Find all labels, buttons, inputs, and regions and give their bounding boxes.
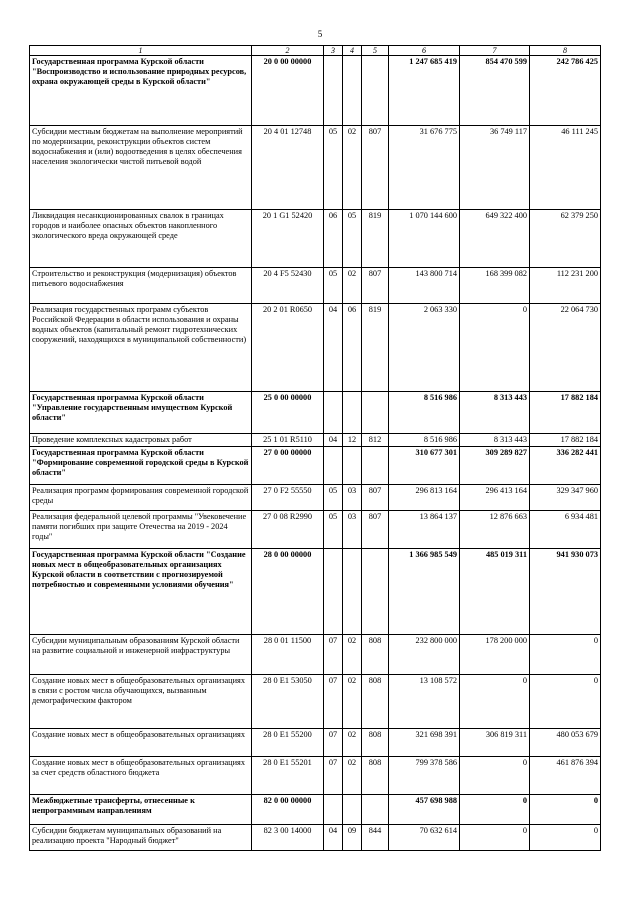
row-amount-cell: 12 876 663 — [460, 511, 530, 549]
header-cell: 3 — [324, 46, 343, 56]
row-amount-cell: 178 200 000 — [460, 635, 530, 675]
row-amount-cell: 6 934 481 — [530, 511, 601, 549]
row-ministry-cell: 807 — [362, 268, 389, 304]
table-row — [30, 825, 601, 851]
row-name-cell: Создание новых мест в общеобразовательных организациях в связи с ростом числа обучающихся, вызванным демографическим фактором — [30, 675, 252, 729]
row-amount-cell: 0 — [460, 304, 530, 392]
row-name-cell: Создание новых мест в общеобразовательных организациях — [30, 729, 252, 757]
row-subsection-cell: 02 — [343, 635, 362, 675]
row-name-cell: Строительство и реконструкция (модернизация) объектов питьевого водоснабжения — [30, 268, 252, 304]
row-amount-cell: 70 632 614 — [389, 825, 460, 851]
row-ministry-cell — [362, 795, 389, 825]
row-amount-cell: 854 470 599 — [460, 56, 530, 126]
row-subsection-cell — [343, 795, 362, 825]
row-name-cell: Ликвидация несанкционированных свалок в границах городов и наиболее опасных объектов накопленного экологического вреда окружающей среде — [30, 210, 252, 268]
row-amount-cell: 8 313 443 — [460, 434, 530, 447]
row-section-cell — [324, 795, 343, 825]
row-code-cell: 20 2 01 R0650 — [252, 304, 324, 392]
table-row — [30, 56, 601, 126]
row-name-cell: Государственная программа Курской области "Управление государственным имуществом Курской области" — [30, 392, 252, 434]
page-number: 5 — [317, 29, 323, 39]
row-section-cell — [324, 549, 343, 635]
row-name-cell: Субсидии бюджетам муниципальных образований на реализацию проекта "Народный бюджет" — [30, 825, 252, 851]
table-row — [30, 675, 601, 729]
row-amount-cell: 17 882 184 — [530, 392, 601, 434]
row-code-cell: 28 0 01 11500 — [252, 635, 324, 675]
row-subsection-cell — [343, 392, 362, 434]
row-amount-cell: 62 379 250 — [530, 210, 601, 268]
row-ministry-cell — [362, 392, 389, 434]
row-amount-cell: 649 322 400 — [460, 210, 530, 268]
row-amount-cell: 46 111 245 — [530, 126, 601, 210]
row-amount-cell: 13 108 572 — [389, 675, 460, 729]
header-cell: 4 — [343, 46, 362, 56]
row-ministry-cell: 812 — [362, 434, 389, 447]
row-code-cell: 20 4 F5 52430 — [252, 268, 324, 304]
row-code-cell: 28 0 E1 55200 — [252, 729, 324, 757]
row-code-cell: 82 0 00 00000 — [252, 795, 324, 825]
row-section-cell — [324, 56, 343, 126]
row-subsection-cell: 05 — [343, 210, 362, 268]
row-amount-cell: 112 231 200 — [530, 268, 601, 304]
row-amount-cell: 480 053 679 — [530, 729, 601, 757]
row-code-cell: 20 1 G1 52420 — [252, 210, 324, 268]
row-subsection-cell: 12 — [343, 434, 362, 447]
row-section-cell — [324, 392, 343, 434]
row-amount-cell: 8 516 986 — [389, 392, 460, 434]
row-amount-cell: 8 313 443 — [460, 392, 530, 434]
row-section-cell: 05 — [324, 126, 343, 210]
row-code-cell: 20 0 00 00000 — [252, 56, 324, 126]
row-name-cell: Государственная программа Курской области "Воспроизводство и использование природных ресурсов, охрана окружающей среды в Курской области" — [30, 56, 252, 126]
table-row — [30, 268, 601, 304]
row-amount-cell: 0 — [460, 825, 530, 851]
row-amount-cell: 0 — [460, 757, 530, 795]
row-amount-cell: 13 864 137 — [389, 511, 460, 549]
table-row — [30, 635, 601, 675]
table-row — [30, 549, 601, 635]
row-amount-cell: 485 019 311 — [460, 549, 530, 635]
row-subsection-cell: 02 — [343, 729, 362, 757]
table-row — [30, 126, 601, 210]
row-amount-cell: 941 930 073 — [530, 549, 601, 635]
row-subsection-cell: 03 — [343, 511, 362, 549]
row-amount-cell: 329 347 960 — [530, 485, 601, 511]
row-section-cell: 04 — [324, 825, 343, 851]
row-section-cell: 06 — [324, 210, 343, 268]
header-cell: 7 — [460, 46, 530, 56]
row-ministry-cell: 807 — [362, 126, 389, 210]
row-subsection-cell: 02 — [343, 126, 362, 210]
row-amount-cell: 1 247 685 419 — [389, 56, 460, 126]
row-code-cell: 82 3 00 14000 — [252, 825, 324, 851]
row-subsection-cell: 09 — [343, 825, 362, 851]
table-row — [30, 392, 601, 434]
row-section-cell: 07 — [324, 729, 343, 757]
row-name-cell: Межбюджетные трансферты, отнесенные к непрограммным направлениям — [30, 795, 252, 825]
header-cell: 1 — [30, 46, 252, 56]
row-code-cell: 27 0 08 R2990 — [252, 511, 324, 549]
row-amount-cell: 1 070 144 600 — [389, 210, 460, 268]
table-row — [30, 434, 601, 447]
table-row — [30, 304, 601, 392]
row-amount-cell: 0 — [530, 675, 601, 729]
row-subsection-cell — [343, 549, 362, 635]
row-amount-cell: 296 413 164 — [460, 485, 530, 511]
row-amount-cell: 321 698 391 — [389, 729, 460, 757]
row-section-cell: 04 — [324, 434, 343, 447]
row-amount-cell: 0 — [530, 635, 601, 675]
row-amount-cell: 461 876 394 — [530, 757, 601, 795]
table-header-row — [30, 46, 601, 56]
row-amount-cell: 168 399 082 — [460, 268, 530, 304]
row-subsection-cell — [343, 447, 362, 485]
row-section-cell: 05 — [324, 268, 343, 304]
row-code-cell: 25 1 01 R5110 — [252, 434, 324, 447]
row-ministry-cell: 807 — [362, 485, 389, 511]
row-section-cell: 07 — [324, 675, 343, 729]
row-code-cell: 27 0 F2 55550 — [252, 485, 324, 511]
row-amount-cell: 309 289 827 — [460, 447, 530, 485]
row-ministry-cell: 808 — [362, 635, 389, 675]
table-row — [30, 485, 601, 511]
row-amount-cell: 0 — [460, 675, 530, 729]
row-subsection-cell: 03 — [343, 485, 362, 511]
row-section-cell: 04 — [324, 304, 343, 392]
row-amount-cell: 0 — [530, 795, 601, 825]
row-ministry-cell — [362, 549, 389, 635]
header-cell: 6 — [389, 46, 460, 56]
row-name-cell: Государственная программа Курской области "Формирование современной городской среды в Курской области" — [30, 447, 252, 485]
row-name-cell: Субсидии муниципальным образованиям Курской области на развитие социальной и инженерной инфраструктуры — [30, 635, 252, 675]
row-amount-cell: 232 800 000 — [389, 635, 460, 675]
row-amount-cell: 310 677 301 — [389, 447, 460, 485]
row-subsection-cell: 02 — [343, 675, 362, 729]
row-amount-cell: 457 698 988 — [389, 795, 460, 825]
header-cell: 8 — [530, 46, 601, 56]
row-amount-cell: 306 819 311 — [460, 729, 530, 757]
row-amount-cell: 336 282 441 — [530, 447, 601, 485]
row-amount-cell: 17 882 184 — [530, 434, 601, 447]
budget-table — [29, 45, 601, 851]
row-ministry-cell: 819 — [362, 210, 389, 268]
row-subsection-cell: 06 — [343, 304, 362, 392]
table-row — [30, 511, 601, 549]
table-row — [30, 795, 601, 825]
row-ministry-cell — [362, 56, 389, 126]
row-ministry-cell: 808 — [362, 757, 389, 795]
row-code-cell: 28 0 E1 53050 — [252, 675, 324, 729]
row-amount-cell: 2 063 330 — [389, 304, 460, 392]
row-ministry-cell: 808 — [362, 675, 389, 729]
row-code-cell: 20 4 01 12748 — [252, 126, 324, 210]
row-amount-cell: 143 800 714 — [389, 268, 460, 304]
row-amount-cell: 0 — [530, 825, 601, 851]
row-name-cell: Создание новых мест в общеобразовательных организациях за счет средств областного бюджета — [30, 757, 252, 795]
row-ministry-cell — [362, 447, 389, 485]
row-name-cell: Реализация государственных программ субъектов Российской Федерации в области использования и охраны водных объектов (капитальный ремонт гидротехнических сооружений, находящихся в муниципальной собственности) — [30, 304, 252, 392]
row-name-cell: Реализация федеральной целевой программы "Увековечение памяти погибших при защите Отечества на 2019 - 2024 годы" — [30, 511, 252, 549]
header-cell: 5 — [362, 46, 389, 56]
table-row — [30, 757, 601, 795]
row-name-cell: Проведение комплексных кадастровых работ — [30, 434, 252, 447]
row-name-cell: Субсидии местным бюджетам на выполнение мероприятий по модернизации, реконструкции объектов систем водоснабжения и (или) водоотведения в целях обеспечения населения экологически чистой питьевой водой — [30, 126, 252, 210]
row-subsection-cell — [343, 56, 362, 126]
row-ministry-cell: 807 — [362, 511, 389, 549]
row-amount-cell: 36 749 117 — [460, 126, 530, 210]
row-code-cell: 28 0 00 00000 — [252, 549, 324, 635]
row-section-cell: 05 — [324, 485, 343, 511]
row-ministry-cell: 808 — [362, 729, 389, 757]
row-section-cell: 07 — [324, 757, 343, 795]
row-code-cell: 28 0 E1 55201 — [252, 757, 324, 795]
row-amount-cell: 242 786 425 — [530, 56, 601, 126]
row-amount-cell: 1 366 985 549 — [389, 549, 460, 635]
row-subsection-cell: 02 — [343, 757, 362, 795]
row-amount-cell: 296 813 164 — [389, 485, 460, 511]
row-code-cell: 25 0 00 00000 — [252, 392, 324, 434]
row-section-cell — [324, 447, 343, 485]
table-row — [30, 210, 601, 268]
row-ministry-cell: 844 — [362, 825, 389, 851]
table-row — [30, 447, 601, 485]
header-cell: 2 — [252, 46, 324, 56]
row-section-cell: 07 — [324, 635, 343, 675]
table-row — [30, 729, 601, 757]
row-amount-cell: 22 064 730 — [530, 304, 601, 392]
row-amount-cell: 0 — [460, 795, 530, 825]
row-subsection-cell: 02 — [343, 268, 362, 304]
row-name-cell: Реализация программ формирования современной городской среды — [30, 485, 252, 511]
row-amount-cell: 8 516 986 — [389, 434, 460, 447]
row-ministry-cell: 819 — [362, 304, 389, 392]
row-section-cell: 05 — [324, 511, 343, 549]
row-amount-cell: 31 676 775 — [389, 126, 460, 210]
row-amount-cell: 799 378 586 — [389, 757, 460, 795]
row-name-cell: Государственная программа Курской области "Создание новых мест в общеобразовательных организациях Курской области в соответствии с прогнозируемой потребностью и современными условиями обучения" — [30, 549, 252, 635]
row-code-cell: 27 0 00 00000 — [252, 447, 324, 485]
